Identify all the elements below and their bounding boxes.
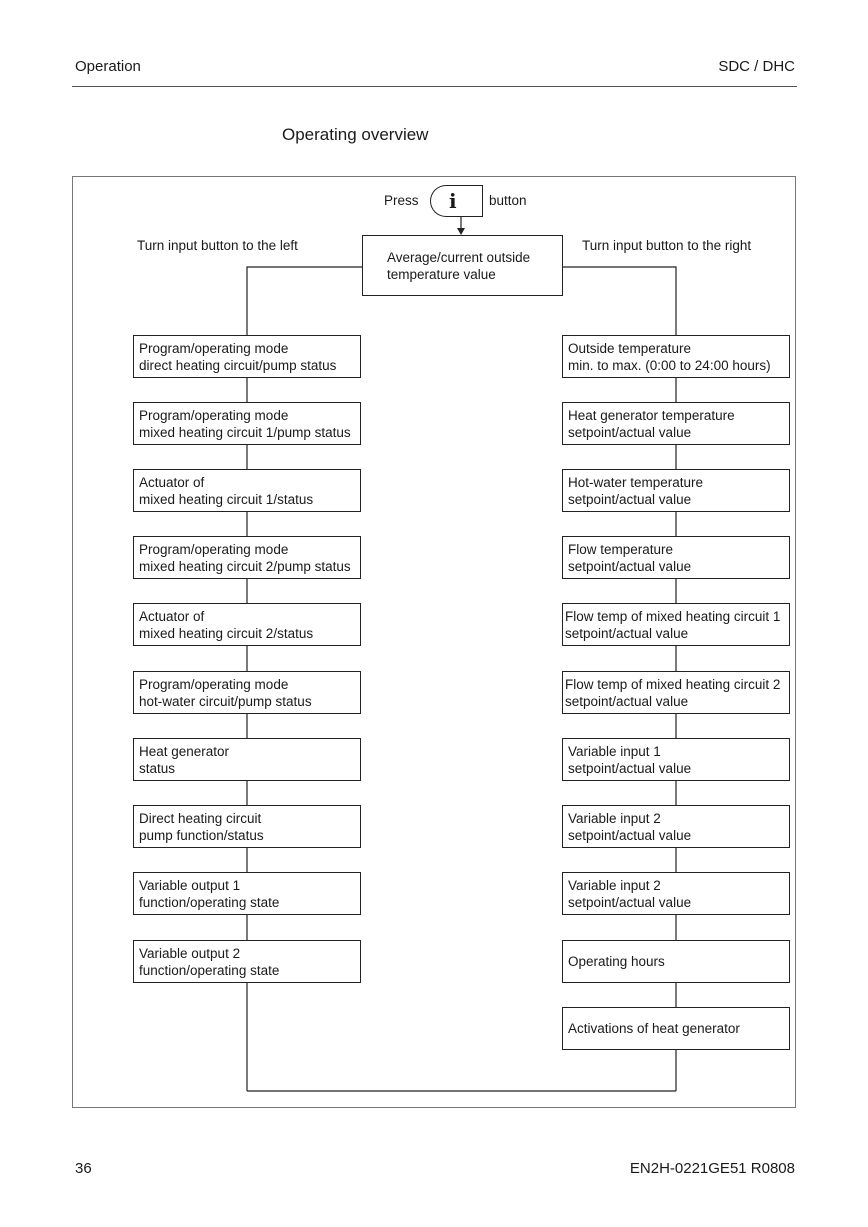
header-section: Operation	[75, 58, 141, 75]
left-step-3	[133, 469, 361, 512]
left-step-6	[133, 671, 361, 714]
start-box	[362, 235, 563, 296]
turn-right-label: Turn input button to the right	[582, 238, 752, 253]
page-title: Operating overview	[282, 125, 429, 144]
right-step-8	[562, 805, 790, 848]
right-branch-line	[563, 267, 676, 335]
right-step-text: Variable input 2 setpoint/actual value	[568, 877, 692, 910]
left-step-text: Direct heating circuit pump function/status	[139, 810, 264, 843]
page-number: 36	[75, 1160, 92, 1177]
left-step-7	[133, 738, 361, 781]
press-arrowhead	[457, 228, 465, 235]
right-step-2	[562, 402, 790, 445]
left-step-5	[133, 603, 361, 646]
turn-left-label: Turn input button to the left	[137, 238, 298, 253]
right-step-5	[562, 603, 790, 646]
right-step-10	[562, 940, 790, 983]
right-step-text: Flow temp of mixed heating circuit 1 setpoint/actual value	[565, 608, 781, 641]
left-step-9	[133, 872, 361, 915]
left-step-8	[133, 805, 361, 848]
document-code: EN2H-0221GE51 R0808	[629, 1160, 795, 1177]
button-label: button	[489, 193, 527, 208]
right-step-text: Variable input 2 setpoint/actual value	[568, 810, 692, 843]
right-step-4	[562, 536, 790, 579]
right-step-text: Activations of heat generator	[568, 1021, 740, 1036]
start-box-text: Average/current outside temperature value	[387, 249, 531, 282]
left-branch-line	[247, 267, 362, 335]
right-step-text: Operating hours	[568, 954, 665, 969]
left-step-text: Program/operating mode mixed heating circuit 2/pump status	[139, 541, 351, 574]
right-step-3	[562, 469, 790, 512]
left-step-text: Variable output 1 function/operating state	[139, 877, 280, 910]
right-step-text: Flow temp of mixed heating circuit 2 setpoint/actual value	[565, 676, 781, 709]
right-step-text: Hot-water temperature setpoint/actual value	[568, 474, 704, 507]
info-icon: i	[449, 189, 457, 213]
right-step-9	[562, 872, 790, 915]
right-step-7	[562, 738, 790, 781]
right-step-text: Variable input 1 setpoint/actual value	[568, 743, 692, 776]
left-step-text: Heat generator status	[139, 743, 230, 776]
right-step-1	[562, 335, 790, 378]
left-step-10	[133, 940, 361, 983]
left-step-text: Variable output 2 function/operating state	[139, 945, 280, 978]
header-model: SDC / DHC	[718, 58, 795, 75]
right-step-11	[562, 1007, 790, 1050]
info-button	[430, 185, 483, 217]
left-step-2	[133, 402, 361, 445]
right-step-text: Heat generator temperature setpoint/actual value	[568, 407, 735, 440]
left-step-text: Actuator of mixed heating circuit 1/status	[139, 474, 314, 507]
right-step-text: Flow temperature setpoint/actual value	[568, 541, 692, 574]
left-step-1	[133, 335, 361, 378]
right-step-6	[562, 671, 790, 714]
right-step-text: Outside temperature min. to max. (0:00 to 24:00 hours)	[568, 340, 771, 373]
left-step-text: Program/operating mode direct heating circuit/pump status	[139, 340, 337, 373]
press-label: Press	[384, 193, 419, 208]
left-step-4	[133, 536, 361, 579]
left-step-text: Actuator of mixed heating circuit 2/status	[139, 608, 314, 641]
left-step-text: Program/operating mode hot-water circuit/pump status	[139, 676, 312, 709]
left-step-text: Program/operating mode mixed heating circuit 1/pump status	[139, 407, 351, 440]
